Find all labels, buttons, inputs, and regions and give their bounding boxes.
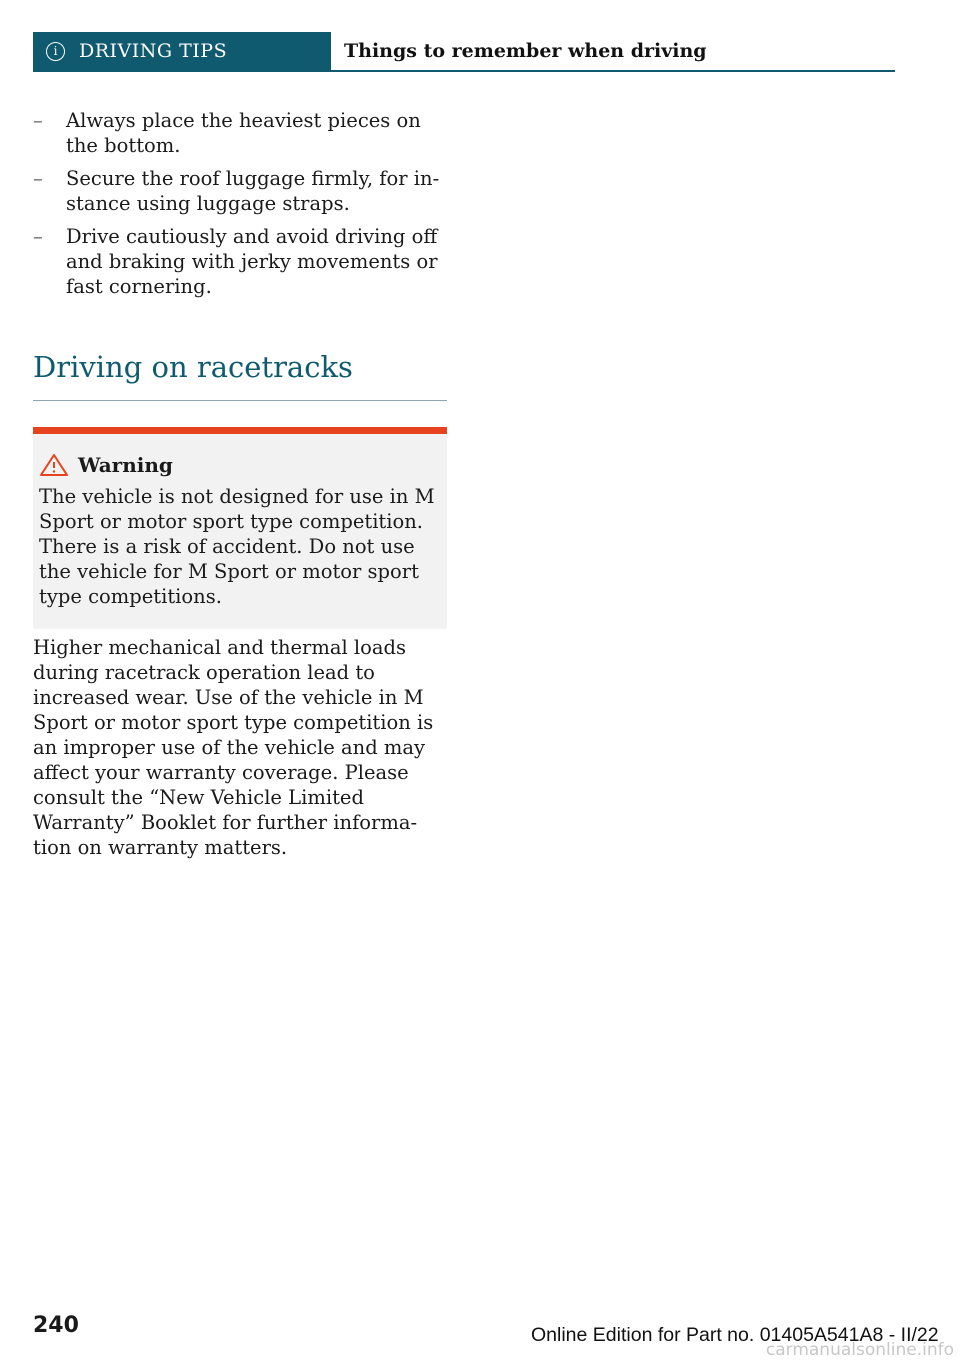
section-tab-label: DRIVING TIPS <box>79 40 228 62</box>
warning-header <box>39 452 441 478</box>
list-item-text: Drive cautiously and avoid driving off and braking with jerky movements or fast cornering. <box>66 225 438 298</box>
bullet-list <box>33 108 447 299</box>
main-column <box>33 108 447 880</box>
list-item <box>33 224 447 299</box>
warning-triangle-icon <box>39 453 69 477</box>
dash-marker: – <box>33 167 43 190</box>
info-icon: i <box>46 42 65 61</box>
page-header <box>33 32 895 72</box>
body-paragraph: Higher mechanical and thermal loads during racetrack operation lead to increased wear. Use of the vehicle in M Sport or motor sport type competition is an improper use of the vehicle and may affect your warranty coverage. Please consult the “New Vehicle Limited Warranty” Booklet for further information on warranty matters. <box>33 636 434 859</box>
section-tab[interactable] <box>33 32 331 70</box>
watermark: carmanualsonline.info <box>765 1340 954 1360</box>
list-item <box>33 108 447 158</box>
list-item-text: Always place the heaviest pieces on the bottom. <box>66 109 421 157</box>
dash-marker: – <box>33 225 43 248</box>
header-divider <box>33 70 895 72</box>
warning-text: The vehicle is not designed for use in M Sport or motor sport type competition. There is a risk of accident. Do not use the vehicle for M Sport or motor sport type competitions. <box>39 485 435 608</box>
page-number: 240 <box>33 1313 79 1338</box>
list-item-text: Secure the roof luggage firmly, for instance using luggage straps. <box>66 167 440 215</box>
dash-marker: – <box>33 109 43 132</box>
warning-box <box>33 427 447 629</box>
list-item <box>33 166 447 216</box>
chapter-title: Things to remember when driving <box>344 40 707 62</box>
section-heading: Driving on racetracks <box>33 347 447 401</box>
warning-label: Warning <box>78 453 173 477</box>
edition-note: Online Edition for Part no. 01405A541A8 - II/22 <box>531 1324 939 1346</box>
